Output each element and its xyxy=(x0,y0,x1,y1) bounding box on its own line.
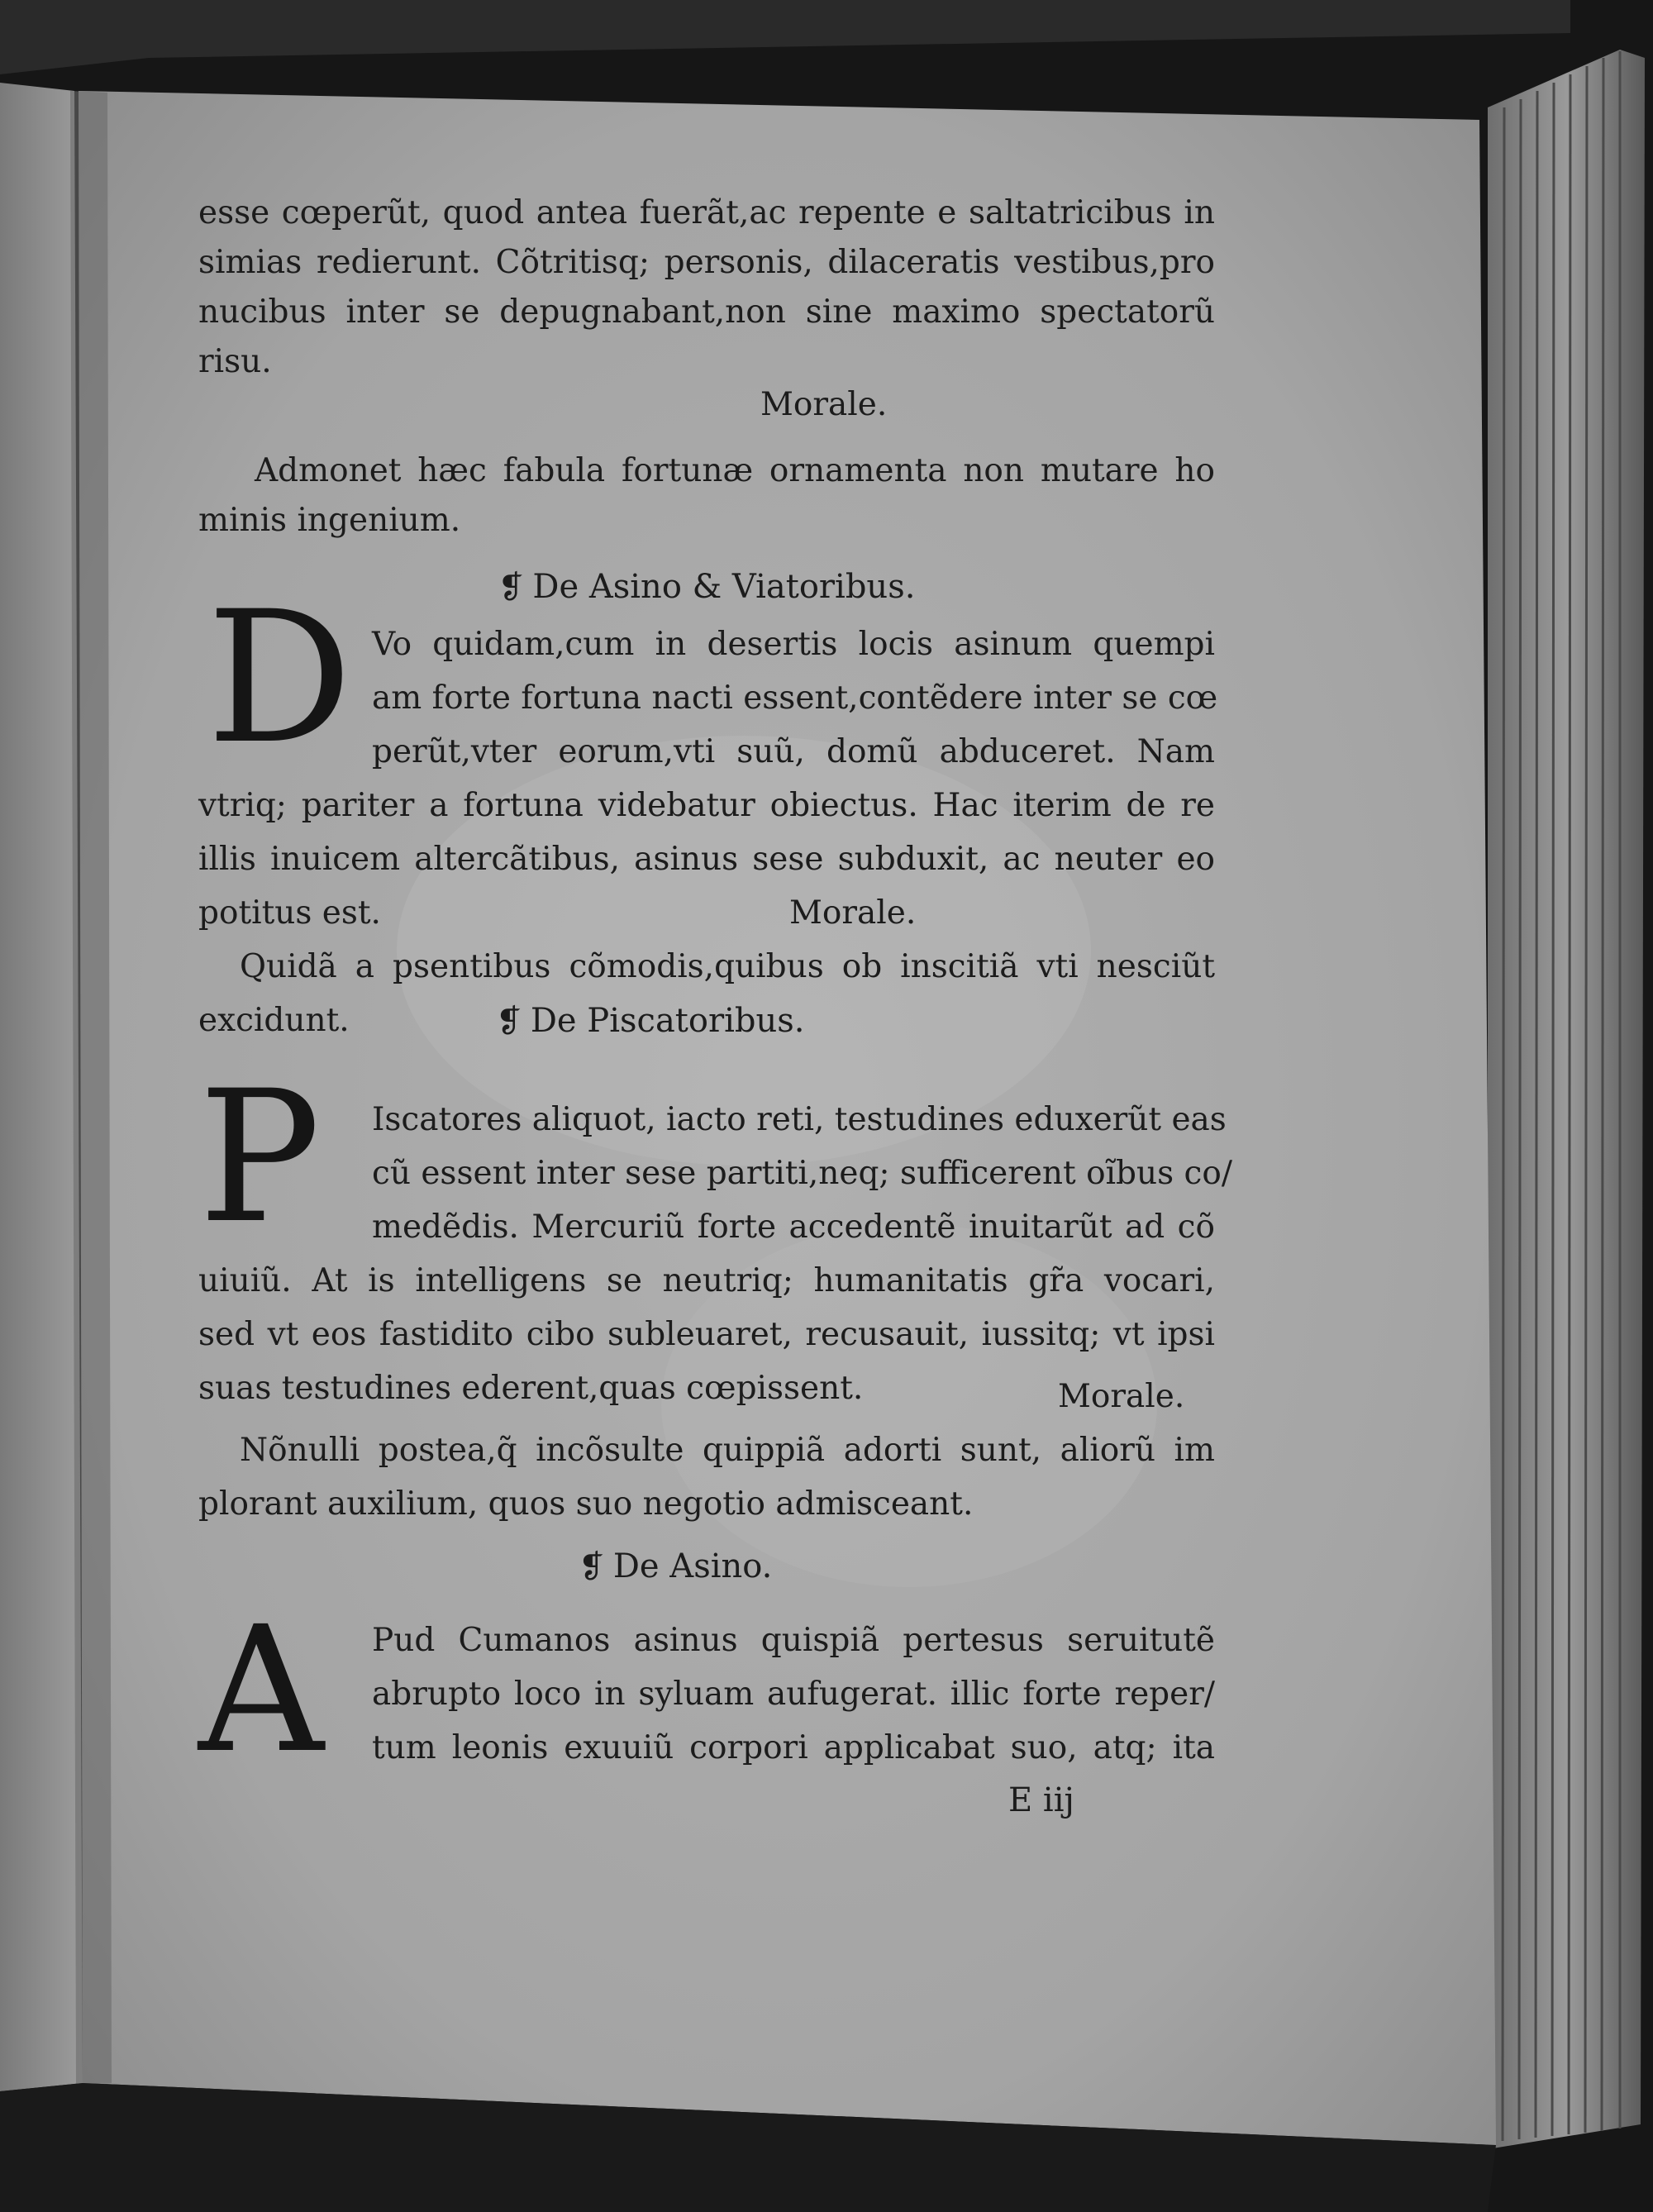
gutter-shadow xyxy=(70,91,112,2085)
page-text xyxy=(198,182,1233,1868)
text-line: illis inuicem altercãtibus, asinus sese subduxit, ac neuter eo xyxy=(198,841,1215,878)
text-line: Iscatores aliquot, iacto reti, testudines eduxerũt eas xyxy=(372,1101,1227,1138)
moral-label: Morale. xyxy=(789,894,917,932)
text-line: sed vt eos fastidito cibo subleuaret, recusauit, iussitq; vt ipsi xyxy=(198,1316,1215,1353)
text-line: uiuiũ. At is intelligens se neutriq; humanitatis gr̃a vocari, xyxy=(198,1262,1215,1299)
text-line: Nõnulli postea,q̃ incõsulte quippiã adorti sunt, aliorũ im xyxy=(240,1432,1215,1469)
text-line: plorant auxilium, quos suo negotio admisceant. xyxy=(198,1485,974,1523)
text-line: Vo quidam,cum in desertis locis asinum quempi xyxy=(372,626,1215,663)
drop-cap: D xyxy=(207,572,353,784)
text-line: suas testudines ederent,quas cœpissent. xyxy=(198,1370,864,1407)
text-line: abrupto loco in syluam aufugerat. illic forte reper/ xyxy=(372,1676,1215,1713)
text-line: medẽdis. Mercuriũ forte accedentẽ inuitarũt ad cõ xyxy=(372,1208,1215,1246)
text-line: cũ essent inter sese partiti,neq; sufficerent oĩbus co/ xyxy=(372,1155,1233,1192)
text-line: risu. xyxy=(198,343,272,380)
text-line: potitus est. xyxy=(198,894,381,932)
fable-heading xyxy=(579,1547,773,1585)
drop-cap: P xyxy=(198,1051,322,1263)
text-line: nucibus inter se depugnabant,non sine maximo spectatorũ xyxy=(198,293,1215,331)
moral-label: Morale. xyxy=(760,386,888,423)
pilcrow-icon: ❡ xyxy=(579,1548,605,1585)
text-line: excidunt. xyxy=(198,1002,350,1039)
pilcrow-icon: ❡ xyxy=(498,569,525,605)
text-line: tum leonis exuuiũ corpori applicabat suo, atq; ita xyxy=(372,1729,1215,1766)
moral-label: Morale. xyxy=(1058,1378,1185,1415)
text-line: am forte fortuna nacti essent,contẽdere inter se cœ xyxy=(372,679,1218,717)
text-line: perũt,vter eorum,vti suũ, domũ abduceret. Nam xyxy=(372,733,1215,770)
text-line: vtriq; pariter a fortuna videbatur obiectus. Hac iterim de re xyxy=(198,787,1215,824)
heading-text: De Piscatoribus. xyxy=(530,1002,805,1040)
left-page xyxy=(0,83,83,2091)
fable-heading xyxy=(496,1002,805,1040)
text-line: simias redierunt. Cõtritisq; personis, dilaceratis vestibus,pro xyxy=(198,244,1215,281)
text-line: Quidã a pѕentibus cõmodis,quibus ob inscitiã vti nesciũt xyxy=(240,948,1215,985)
signature-mark: E iij xyxy=(1008,1781,1074,1819)
text-line: minis ingenium. xyxy=(198,502,461,539)
text-line: Admonet hæc fabula fortunæ ornamenta non mutare ho xyxy=(255,452,1215,489)
text-line: Pud Cumanos asinus quispiã pertesus seruitutẽ xyxy=(372,1622,1215,1659)
heading-text: De Asino & Viatoribus. xyxy=(532,568,916,606)
pilcrow-icon: ❡ xyxy=(496,1003,522,1039)
drop-cap: A xyxy=(198,1589,324,1791)
heading-text: De Asino. xyxy=(612,1547,773,1585)
text-line: esse cœperũt, quod antea fuerãt,ac repente e saltatricibus in xyxy=(198,194,1215,231)
